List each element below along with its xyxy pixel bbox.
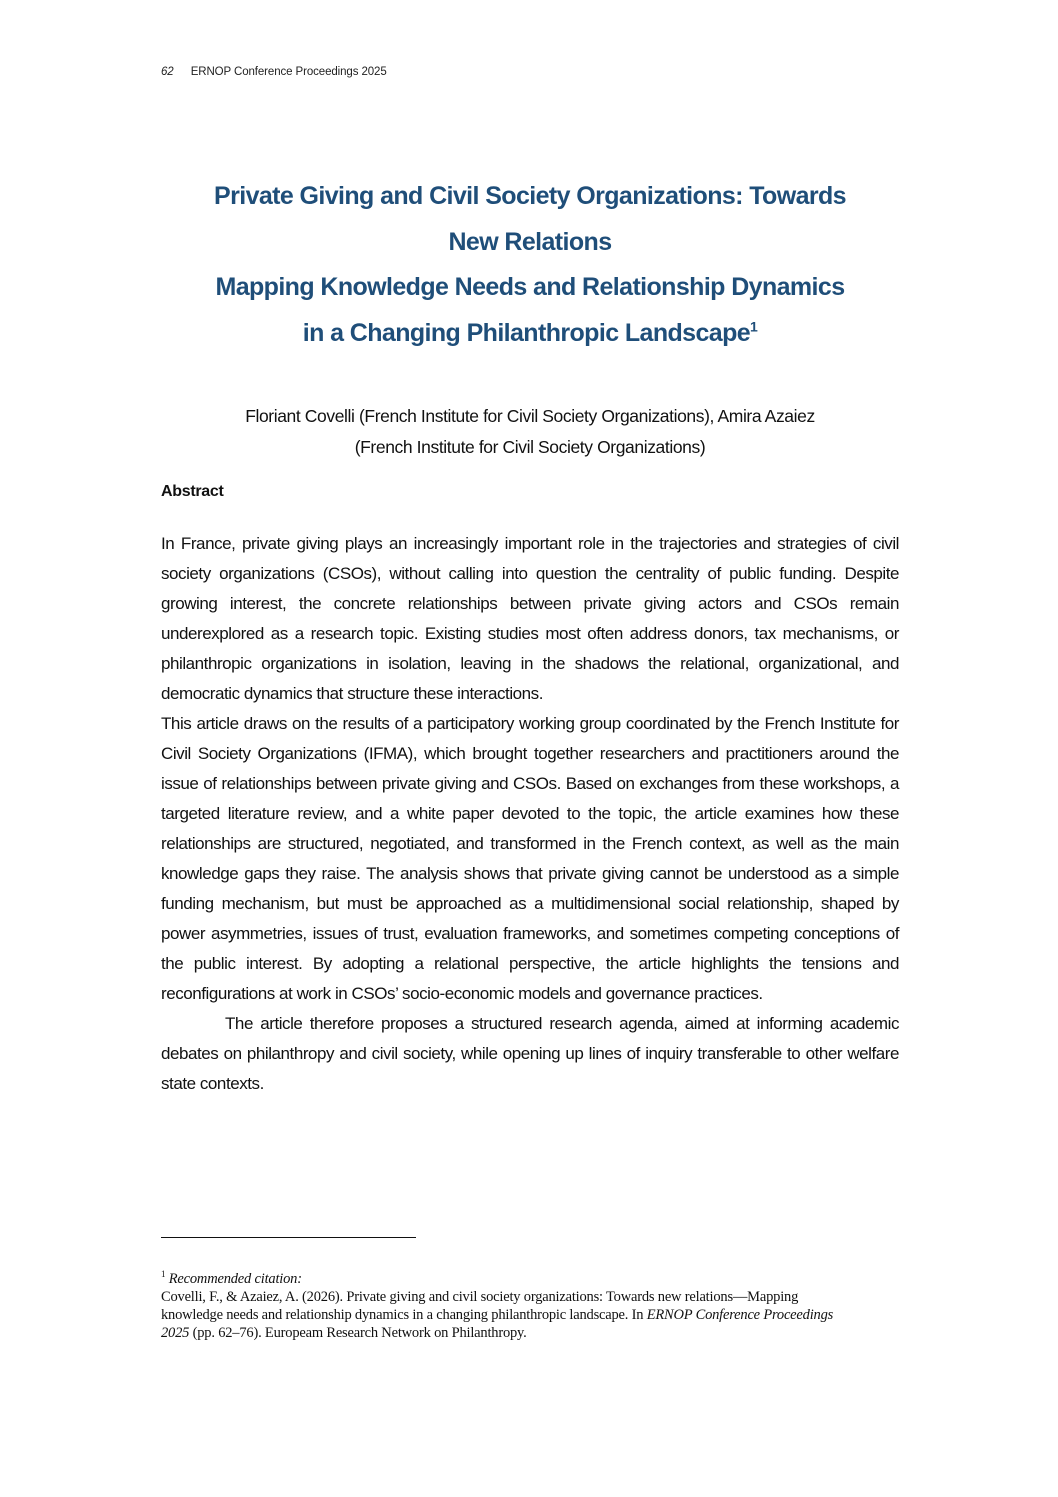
citation-text: Covelli, F., & Azaiez, A. (2026). Private giving and civil society organizations: Towards new relations—Mapping knowledge needs and relationship dynamics in a changing philanthropic landscape. In — [161, 1288, 799, 1323]
subtitle-line: Mapping Knowledge Needs and Relationship Dynamics — [215, 273, 845, 301]
footnote-label-line — [161, 1265, 861, 1288]
authors — [140, 401, 920, 463]
abstract-paragraph: In France, private giving plays an increasingly important role in the trajectories and strategies of civil society organizations (CSOs), without calling into question the centrality of public funding. Despite growing interest, the concrete relationships between private giving actors and CSOs remain underexplored as a research topic. Existing studies most often address donors, tax mechanisms, or philanthropic organizations in isolation, leaving in the shadows the relational, organizational, and democratic dynamics that structure these interactions. — [161, 534, 899, 703]
title-line: Private Giving and Civil Society Organizations: Towards — [214, 182, 846, 210]
footnote-number: 1 — [161, 1269, 166, 1279]
abstract-body — [161, 529, 899, 1099]
publication-name: ERNOP Conference Proceedings 2025 — [190, 66, 387, 78]
footnote-marker[interactable]: 1 — [750, 318, 758, 335]
footnote — [161, 1265, 861, 1342]
authors-line: (French Institute for Civil Society Organizations) — [354, 437, 706, 457]
article-title — [140, 174, 920, 356]
running-head — [161, 66, 387, 78]
abstract-paragraph: The article therefore proposes a structured research agenda, aimed at informing academic debates on philanthropy and civil society, while opening up lines of inquiry transferable to other welfare state contexts. — [161, 1014, 899, 1093]
abstract-paragraph: This article draws on the results of a participatory working group coordinated by the French Institute for Civil Society Organizations (IFMA), which brought together researchers and practitioners around the issue of relationships between private giving and CSOs. Based on exchanges from these workshops, a targeted literature review, and a white paper devoted to the topic, the article examines how these relationships are structured, negotiated, and transformed in the French context, as well as the main knowledge gaps they raise. The analysis shows that private giving cannot be understood as a simple funding mechanism, but must be approached as a multidimensional social relationship, shaped by power asymmetries, issues of trust, evaluation frameworks, and sometimes competing conceptions of the public interest. By adopting a relational perspective, the article highlights the tensions and reconfigurations at work in CSOs’ socio-economic models and governance practices. — [161, 714, 899, 1003]
title-line: New Relations — [448, 227, 612, 256]
abstract-heading: Abstract — [161, 483, 224, 500]
page-number: 62 — [161, 66, 174, 78]
authors-line: Floriant Covelli (French Institute for Civil Society Organizations), Amira Azaiez — [245, 406, 815, 426]
subtitle-text: in a Changing Philanthropic Landscape — [302, 318, 751, 347]
subtitle-line — [140, 311, 920, 357]
footnote-label: Recommended citation: — [168, 1270, 302, 1287]
citation-text-end: (pp. 62–76). Europeam Research Network on Philanthropy. — [189, 1324, 527, 1341]
footnote-separator — [161, 1237, 416, 1238]
citation — [161, 1288, 861, 1342]
citation-source: ERNOP Conference Proceedings 2025 — [161, 1306, 834, 1341]
